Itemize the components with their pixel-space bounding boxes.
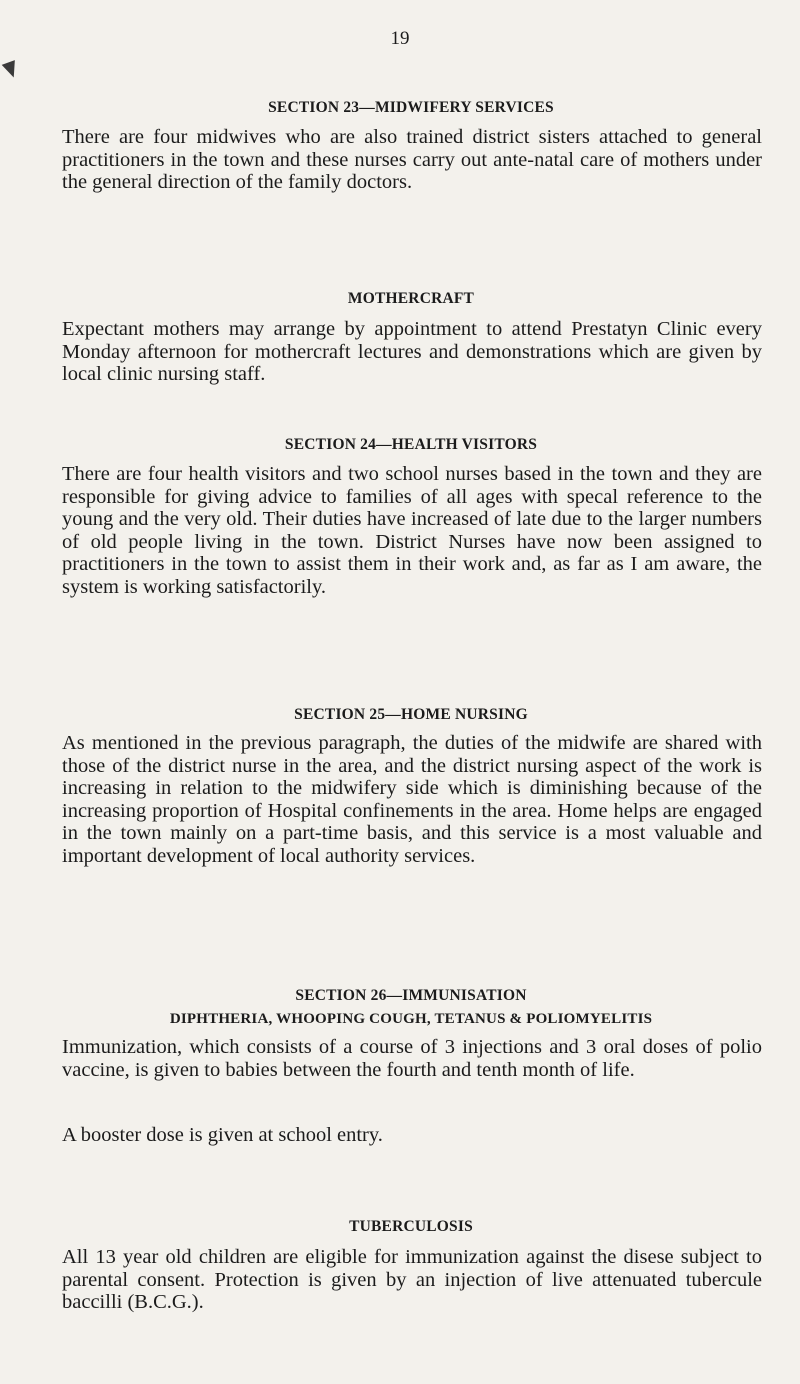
mothercraft-heading: MOTHERCRAFT — [347, 290, 475, 307]
tuberculosis-heading: TUBERCULOSIS — [349, 1218, 473, 1235]
section-26-paragraph-2: A booster dose is given at school entry. — [62, 1124, 383, 1146]
mothercraft-paragraph: Expectant mothers may arrange by appointment to attend Prestatyn Clinic every Monday afternoon for mothercraft lectures and demonstrations which are given by local clinic nursing staff. — [62, 318, 762, 385]
tuberculosis-paragraph: All 13 year old children are eligible for immunization against the disese subject to parental consent. Protection is given by an injection of live attenuated tubercule baccilli (B.C.G.). — [62, 1246, 762, 1313]
section-26-heading: SECTION 26—IMMUNISATION — [295, 987, 527, 1004]
corner-mark-icon — [2, 60, 21, 80]
section-23-paragraph: There are four midwives who are also trained district sisters attached to general practitioners in the town and these nurses carry out ante-natal care of mothers under the general direction of the family doctors. — [62, 126, 762, 193]
section-24-paragraph: There are four health visitors and two school nurses based in the town and they are responsible for giving advice to families of all ages with specal reference to the young and the very old. Their duties have increased of late due to the larger numbers of old people living in the town. District Nurses have now been assigned to practitioners in the town to assist them in their work and, as far as I am aware, the system is working satisfactorily. — [62, 463, 762, 598]
page-number: 19 — [390, 28, 410, 49]
section-26-paragraph-1: Immunization, which consists of a course of 3 injections and 3 oral doses of polio vaccine, is given to babies between the fourth and tenth month of life. — [62, 1036, 762, 1081]
section-26-subheading: DIPHTHERIA, WHOOPING COUGH, TETANUS & POLIOMYELITIS — [169, 1011, 653, 1027]
section-24-heading: SECTION 24—HEALTH VISITORS — [284, 436, 538, 453]
section-25-paragraph: As mentioned in the previous paragraph, the duties of the midwife are shared with those of the district nurse in the area, and the district nursing aspect of the work is increasing in relation to the midwifery side which is diminishing because of the increasing proportion of Hospital confinements in the area. Home helps are engaged in the town mainly on a part-time basis, and this service is a most valuable and important development of local authority services. — [62, 732, 762, 867]
section-25-heading: SECTION 25—HOME NURSING — [294, 706, 528, 723]
section-23-heading: SECTION 23—MIDWIFERY SERVICES — [268, 99, 554, 116]
